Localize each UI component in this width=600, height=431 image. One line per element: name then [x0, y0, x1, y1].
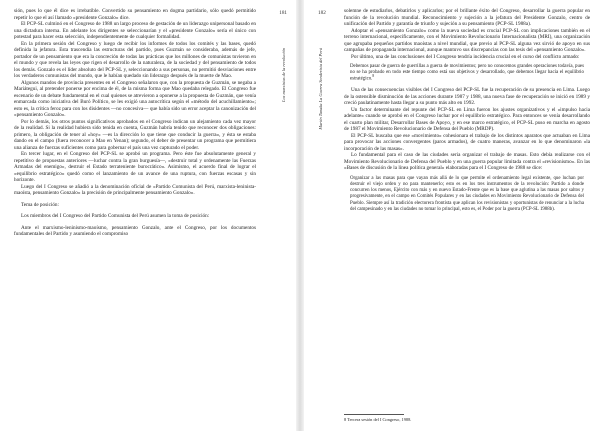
paragraph: El PCP-SL culminó en el Congreso de 1988 un largo proceso de gestación de un liderazgo unipersonal basado en una dictadura interna. En adelante los dirigentes se seleccionarían y el «presidente Gonzalo» sería el único con potestad para hacer esta selección, independientemente de cualquier formalidad.: [14, 21, 256, 40]
paragraph: En tercer lugar, en el Congreso del PCP-SL se aprobó un programa. Pero éste fue absolutamente general y repetitivo de propuestas anteriores —luchar contra la gran burguesía—, «destruir total y ordenamente las Fuerzas Armadas del enemigo», destruir el Estado terrateniente burocrático». Asimismo, el acuerdo final de lograr el «equilibrio estratégico» quedó como el lanzamiento de un avance de una ruptura, con fuerzas escasas y sin horizonte.: [14, 151, 256, 183]
right-running-head: Martín Tanaka La Guerra Senderista del Perú: [318, 48, 323, 130]
left-text-column: [14, 8, 256, 238]
footnote-rule: [344, 414, 404, 415]
block-quote: [350, 64, 584, 83]
paragraph: Un factor determinante del repunte del PCP-SL en Lima fueron los ajustes organizativos y el «impulso hacia adelante» cuando se aprobó en el Congreso luchar por el equilibrio estratégico. Para entonces se venía desarrollando el cuarto plan militar, Desarrollar Bases de Apoyo, y en ese marco estratégico, el PCP-SL puso en marcha en agosto de 1987 el Movimiento Revolucionario de Defensa del Pueblo (MRDP).: [344, 106, 590, 133]
paragraph: Adoptar el «pensamiento Gonzalo» como la nueva sociedad es crucial PCP-SL con implicaciones también en el terreno internacional, específicamente, con el Movimiento Revolucionario Internacionalista (MRI), una organización que agrupaba pequeños partidos maoístas a nivel mundial, que previo al PCP-SL alguna vez sirvió de apoyo en sus campañas de propaganda internacional, aunque mantuvo sus discrepancias con las tesis del «pensamiento Gonzalo».: [344, 27, 590, 53]
indented-quote: Organizar a las masas para que vayan más allá de lo que permite el ordenamiento legal existente, que luchan por destruir el viejo orden y no para mantenerlo; esto es en los tres instrumentos de la revolución: Partido a donde concurren los menos, Ejército con más y en nuevo Estado-Frente que es la base que aglutina a las masas por saltos y progresivamente, en el campo en Comités Populares y en las ciudades en Movimiento Revolucionario de Defensa del Pueblo. Siempre así la tradición electorera frontista que aplican los revisionistas y oportunistas de renunciar a la lucha del campesinado y en las ciudades no tomar lo principal, esto es, el Poder por la guerra (PCP-SL 1988b).: [350, 175, 584, 212]
right-text-column: [344, 8, 590, 217]
paragraph: sión, pues lo que él dice es irrebatible. Convertido su pensamiento en dogma partidario, sólo quedó permitido repetir lo que el así llamado «presidente Gonzalo» dice.: [14, 8, 256, 21]
paragraph: Algunos mandos de provincia presentes en el Congreso señalaron que, con la propuesta de Guzmán, se negaba a Mariátegui, al pretender ponerse por encima de él, de la misma forma que Mao quedaba relegado. El Congreso fue escenario de un debate fundamental en el cual quienes se atrevieron a oponerse a la propuesta de Guzmán, que venía enmarcada como iniciativa del Buró Político, se les exigió una autocrítica según el «método del acuchillamiento»; esto es, la crítica feroz para con los disidentes —no concesiva— que había sido un error aceptar la canonización del «pensamiento Gonzalo».: [14, 79, 256, 118]
paragraph: Por lo demás, los otros puntos significativos aprobados en el Congreso indican un alejamiento cada vez mayor de la realidad. Si la realidad hubiera sido tenida en cuenta, Guzmán habría tenido que reconocer dos obligaciones: primero, la obligación de tener al «hoy» —es la dirección lo que tiene que conducir la guerra», y ésta se estaba dando en el campo (fuera reconocer a Mao en Yenan); segundo, el deber de presentar un programa que permitiera una alianza de fuerzas suficientes como para gobernar el país una vez capturado el poder.: [14, 118, 256, 151]
left-running-head: Los marxistas de la revolución: [281, 48, 286, 102]
paragraph: El PCP-SL buscaba que ese «movimiento» cohesionara el trabajo de los distintos aparatos que actuaban en Lima para provocar las acciones convergentes (paros armados), de cuatro maneras, avanzar en lo que denominaron «la incorporación de las masas».: [344, 132, 590, 152]
paragraph: Una de las consecuencias visibles del I Congreso del PCP-SL fue la recuperación de su presencia en Lima. Luego de la ostensible disminución de las acciones durante 1987 y 1988, una nueva fase de recuperación se inició en 1989 y creció paulatinamente hasta llegar a su punto más alto en 1992.: [344, 87, 590, 107]
paragraph: solemne de estudiarlos, debatirlos y aplicarlos; por el brillante éxito del Congreso, desarrollar la guerra popular en función de la revolución mundial. Reconocimiento y sujeción a la jefatura del Presidente Gonzalo, centro de unificación del Partido y garantía de triunfo y sujeción a su pensamiento (PCP-SL 1988a).: [344, 8, 590, 27]
gutter: [296, 0, 304, 431]
right-page-number: 182: [318, 10, 326, 16]
quote-text: Debemos pasar de guerra de guerrillas a guerra de movimientos; pero no conocemos grandes operaciones todavía, pues no se ha probado en todo este tiempo como está sus objetivos y desarrollado, que debemos llegar hacia el equilibrio estratégico.: [350, 64, 584, 83]
footnote: 8 Tercera sesión del I Congreso, 1988.: [344, 417, 412, 422]
left-page-number: 181: [279, 10, 287, 16]
left-page: [0, 0, 296, 431]
tema-quote: Ante el marxismo-leninismo-maoísmo, pensamiento Gonzalo, ante el Congreso, por los documentos fundamentales del Partido y asumiendo el compromiso: [14, 224, 256, 237]
paragraph: En la primera sesión del Congreso y luego de recibir los informes de todos los comités y las bases, quedó definida la jefatura. Esta trascendía las estructuras del partido, pues Guzmán se consideraba, además de jefe, portador de un pensamiento que era la concreción de todas las prácticas que los millones de comunistas tuvieron en el mundo y que revela las leyes que rigen el desarrollo de la naturaleza, de la sociedad y del pensamiento de todos los demás. Gonzalo es el líder absoluto del PCP-SL y, seleccionando a sus personas, no permitió desviaciones entre los verdaderos comunistas del mundo, que le habían quedado sin liderazgo después de la muerte de Mao.: [14, 40, 256, 79]
paragraph: Por último, una de las conclusiones del I Congreso tendría incidencia crucial en el curso del conflicto armado:: [351, 53, 580, 60]
right-page: [304, 0, 600, 431]
tema-quote: Los miembros del I Congreso del Partido Comunista del Perú asumen la toma de posición:: [21, 213, 210, 219]
footnote-ref[interactable]: 8: [372, 74, 375, 79]
tema-label: Tema de posición:: [21, 201, 59, 208]
paragraph: Luego del I Congreso se añadió a la denominación oficial de «Partido Comunista del Perú, marxista-leninista-maoísta, pensamiento Gonzalo» la precisión de principalmente pensamiento Gonzalo».: [14, 183, 256, 196]
paragraph: Lo fundamental para el caso de las ciudades seria organizar el trabajo de masas. Esto debía realizarse con el Movimiento Revolucionario de Defensa del Pueblo y en una guerra popular limitada contra el «revisionismo». En las «Bases de discusión de la línea política general» elaboradas para el I Congreso de 1988 se dice:: [344, 152, 590, 172]
